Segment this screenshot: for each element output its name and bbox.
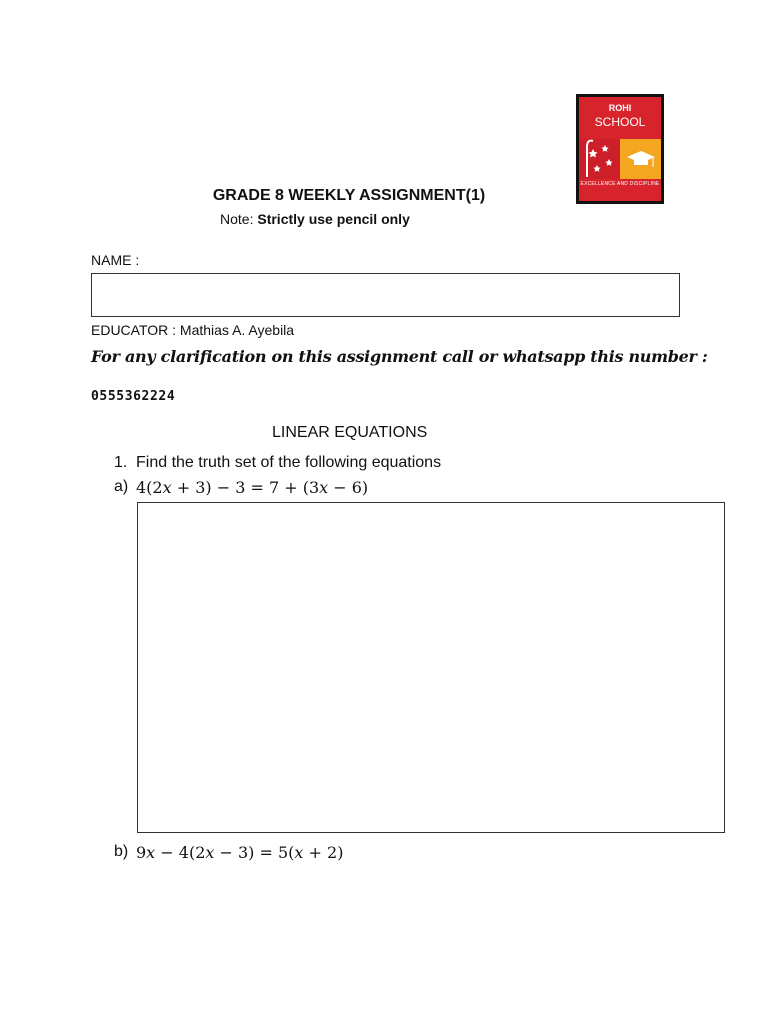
phone-number: 0555362224 bbox=[91, 389, 176, 404]
note-instruction: Strictly use pencil only bbox=[257, 211, 410, 227]
page-title: GRADE 8 WEEKLY ASSIGNMENT(1) bbox=[212, 187, 486, 204]
section-title: LINEAR EQUATIONS bbox=[272, 424, 428, 441]
name-label: NAME : bbox=[91, 252, 140, 268]
note-prefix: Note: bbox=[220, 211, 258, 227]
name-field[interactable] bbox=[91, 273, 680, 317]
part-b-equation: 9𝑥 − 4(2𝑥 − 3) = 5(𝑥 + 2) bbox=[136, 843, 344, 862]
part-a-equation: 4(2𝑥 + 3) − 3 = 7 + (3𝑥 − 6) bbox=[136, 478, 369, 497]
question-number: 1. bbox=[114, 454, 128, 471]
educator-line: EDUCATOR : Mathias A. Ayebila bbox=[91, 322, 295, 338]
logo-text-rohi: ROHI bbox=[608, 103, 632, 113]
part-b-label: b) bbox=[114, 843, 129, 860]
clarification-text: For any clarification on this assignment call or whatsapp this number : bbox=[91, 347, 708, 366]
answer-box-a[interactable] bbox=[137, 502, 725, 833]
question-text: Find the truth set of the following equations bbox=[136, 454, 442, 471]
part-a-label: a) bbox=[114, 478, 129, 495]
note-line bbox=[220, 211, 410, 227]
logo-text-school: SCHOOL bbox=[594, 115, 646, 129]
logo-motto: EXCELLENCE AND DISCIPLINE bbox=[580, 181, 660, 187]
